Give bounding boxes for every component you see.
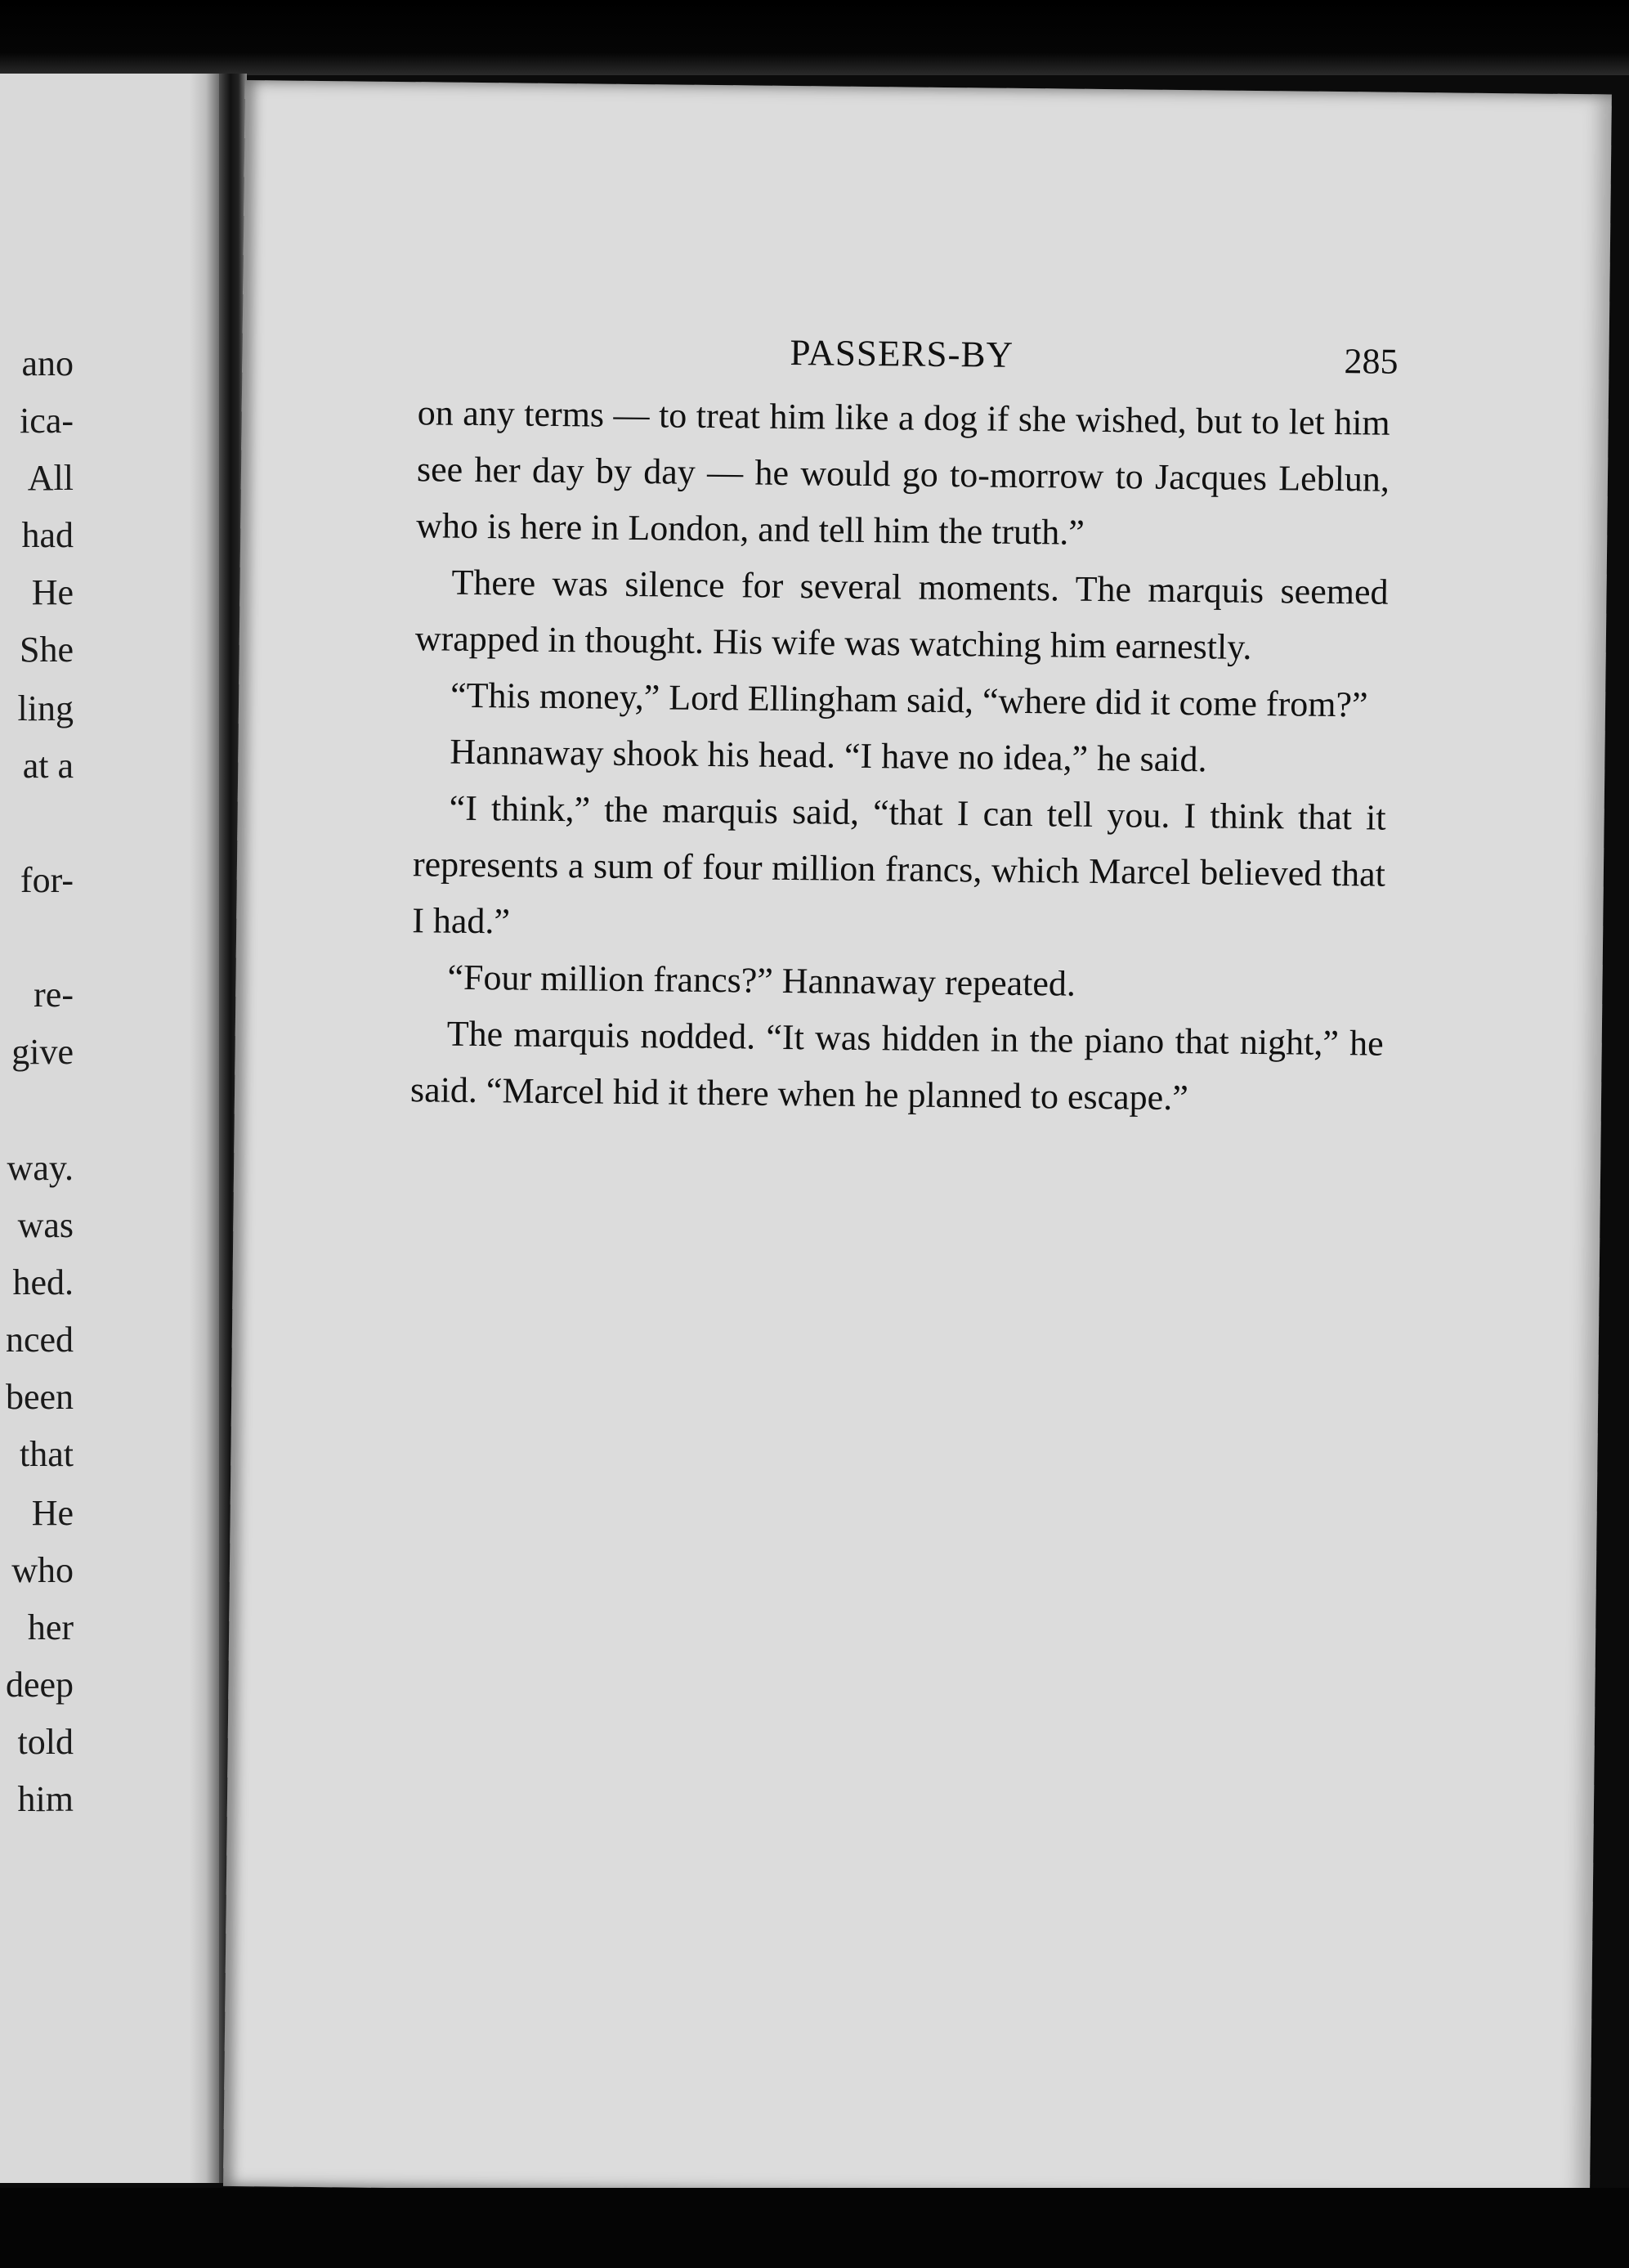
paragraph: The marquis nodded. “It was hidden in the piano that night,” he said. “Marcel hid it there when he planned to escape.” bbox=[409, 1013, 1384, 1118]
right-page bbox=[223, 80, 1612, 2200]
left-line: been bbox=[5, 1377, 74, 1417]
left-line: nced bbox=[5, 1320, 74, 1360]
left-page bbox=[0, 74, 219, 2183]
paragraph: There was silence for several moments. The marquis seemed wrapped in thought. His wife was watching him earnestly. bbox=[414, 562, 1389, 667]
paragraph: “I think,” the marquis said, “that I can tell you. I think that it represents a sum of four million francs, which Marcel believed that I had.” bbox=[411, 787, 1386, 942]
scan-bottom-border bbox=[0, 2188, 1629, 2268]
left-line: who bbox=[11, 1550, 74, 1590]
left-line: deep bbox=[5, 1665, 74, 1705]
paragraph: Hannaway shook his head. “I have no idea,” he said. bbox=[450, 731, 1207, 780]
left-line: at a bbox=[22, 746, 74, 786]
left-line: ano bbox=[21, 343, 74, 383]
left-line: re- bbox=[34, 975, 74, 1015]
left-line: him bbox=[17, 1779, 74, 1819]
left-line: All bbox=[27, 458, 74, 498]
paragraph: on any terms — to treat him like a dog if she wished, but to let him see her day by day — he would go to-morrow to Jacques Leblun, who is here in London, and tell him the truth.” bbox=[416, 392, 1390, 553]
body-text bbox=[410, 384, 1390, 1127]
left-page-text-fragments bbox=[0, 74, 190, 2183]
left-line: He bbox=[31, 572, 74, 612]
left-line: give bbox=[11, 1032, 74, 1072]
left-line: her bbox=[27, 1607, 74, 1647]
left-line: ling bbox=[17, 688, 74, 728]
left-line: for- bbox=[20, 860, 74, 900]
left-line: was bbox=[17, 1205, 74, 1245]
left-line: He bbox=[31, 1493, 74, 1533]
scan-top-border bbox=[0, 0, 1629, 75]
left-line: ica- bbox=[20, 401, 74, 441]
running-title: PASSERS-BY bbox=[790, 331, 1014, 375]
left-line: that bbox=[20, 1434, 74, 1474]
left-line: hed. bbox=[12, 1262, 74, 1302]
paragraph: “Four million francs?” Hannaway repeated. bbox=[447, 957, 1076, 1004]
left-page-gutter-shadow bbox=[190, 74, 219, 2183]
page-number: 285 bbox=[1344, 341, 1399, 382]
left-line: had bbox=[21, 515, 74, 555]
left-line: told bbox=[17, 1722, 74, 1762]
left-line: way. bbox=[7, 1148, 74, 1188]
left-line: She bbox=[20, 630, 74, 670]
paragraph: “This money,” Lord Ellingham said, “where did it come from?” bbox=[450, 675, 1368, 725]
running-head bbox=[242, 325, 1609, 389]
